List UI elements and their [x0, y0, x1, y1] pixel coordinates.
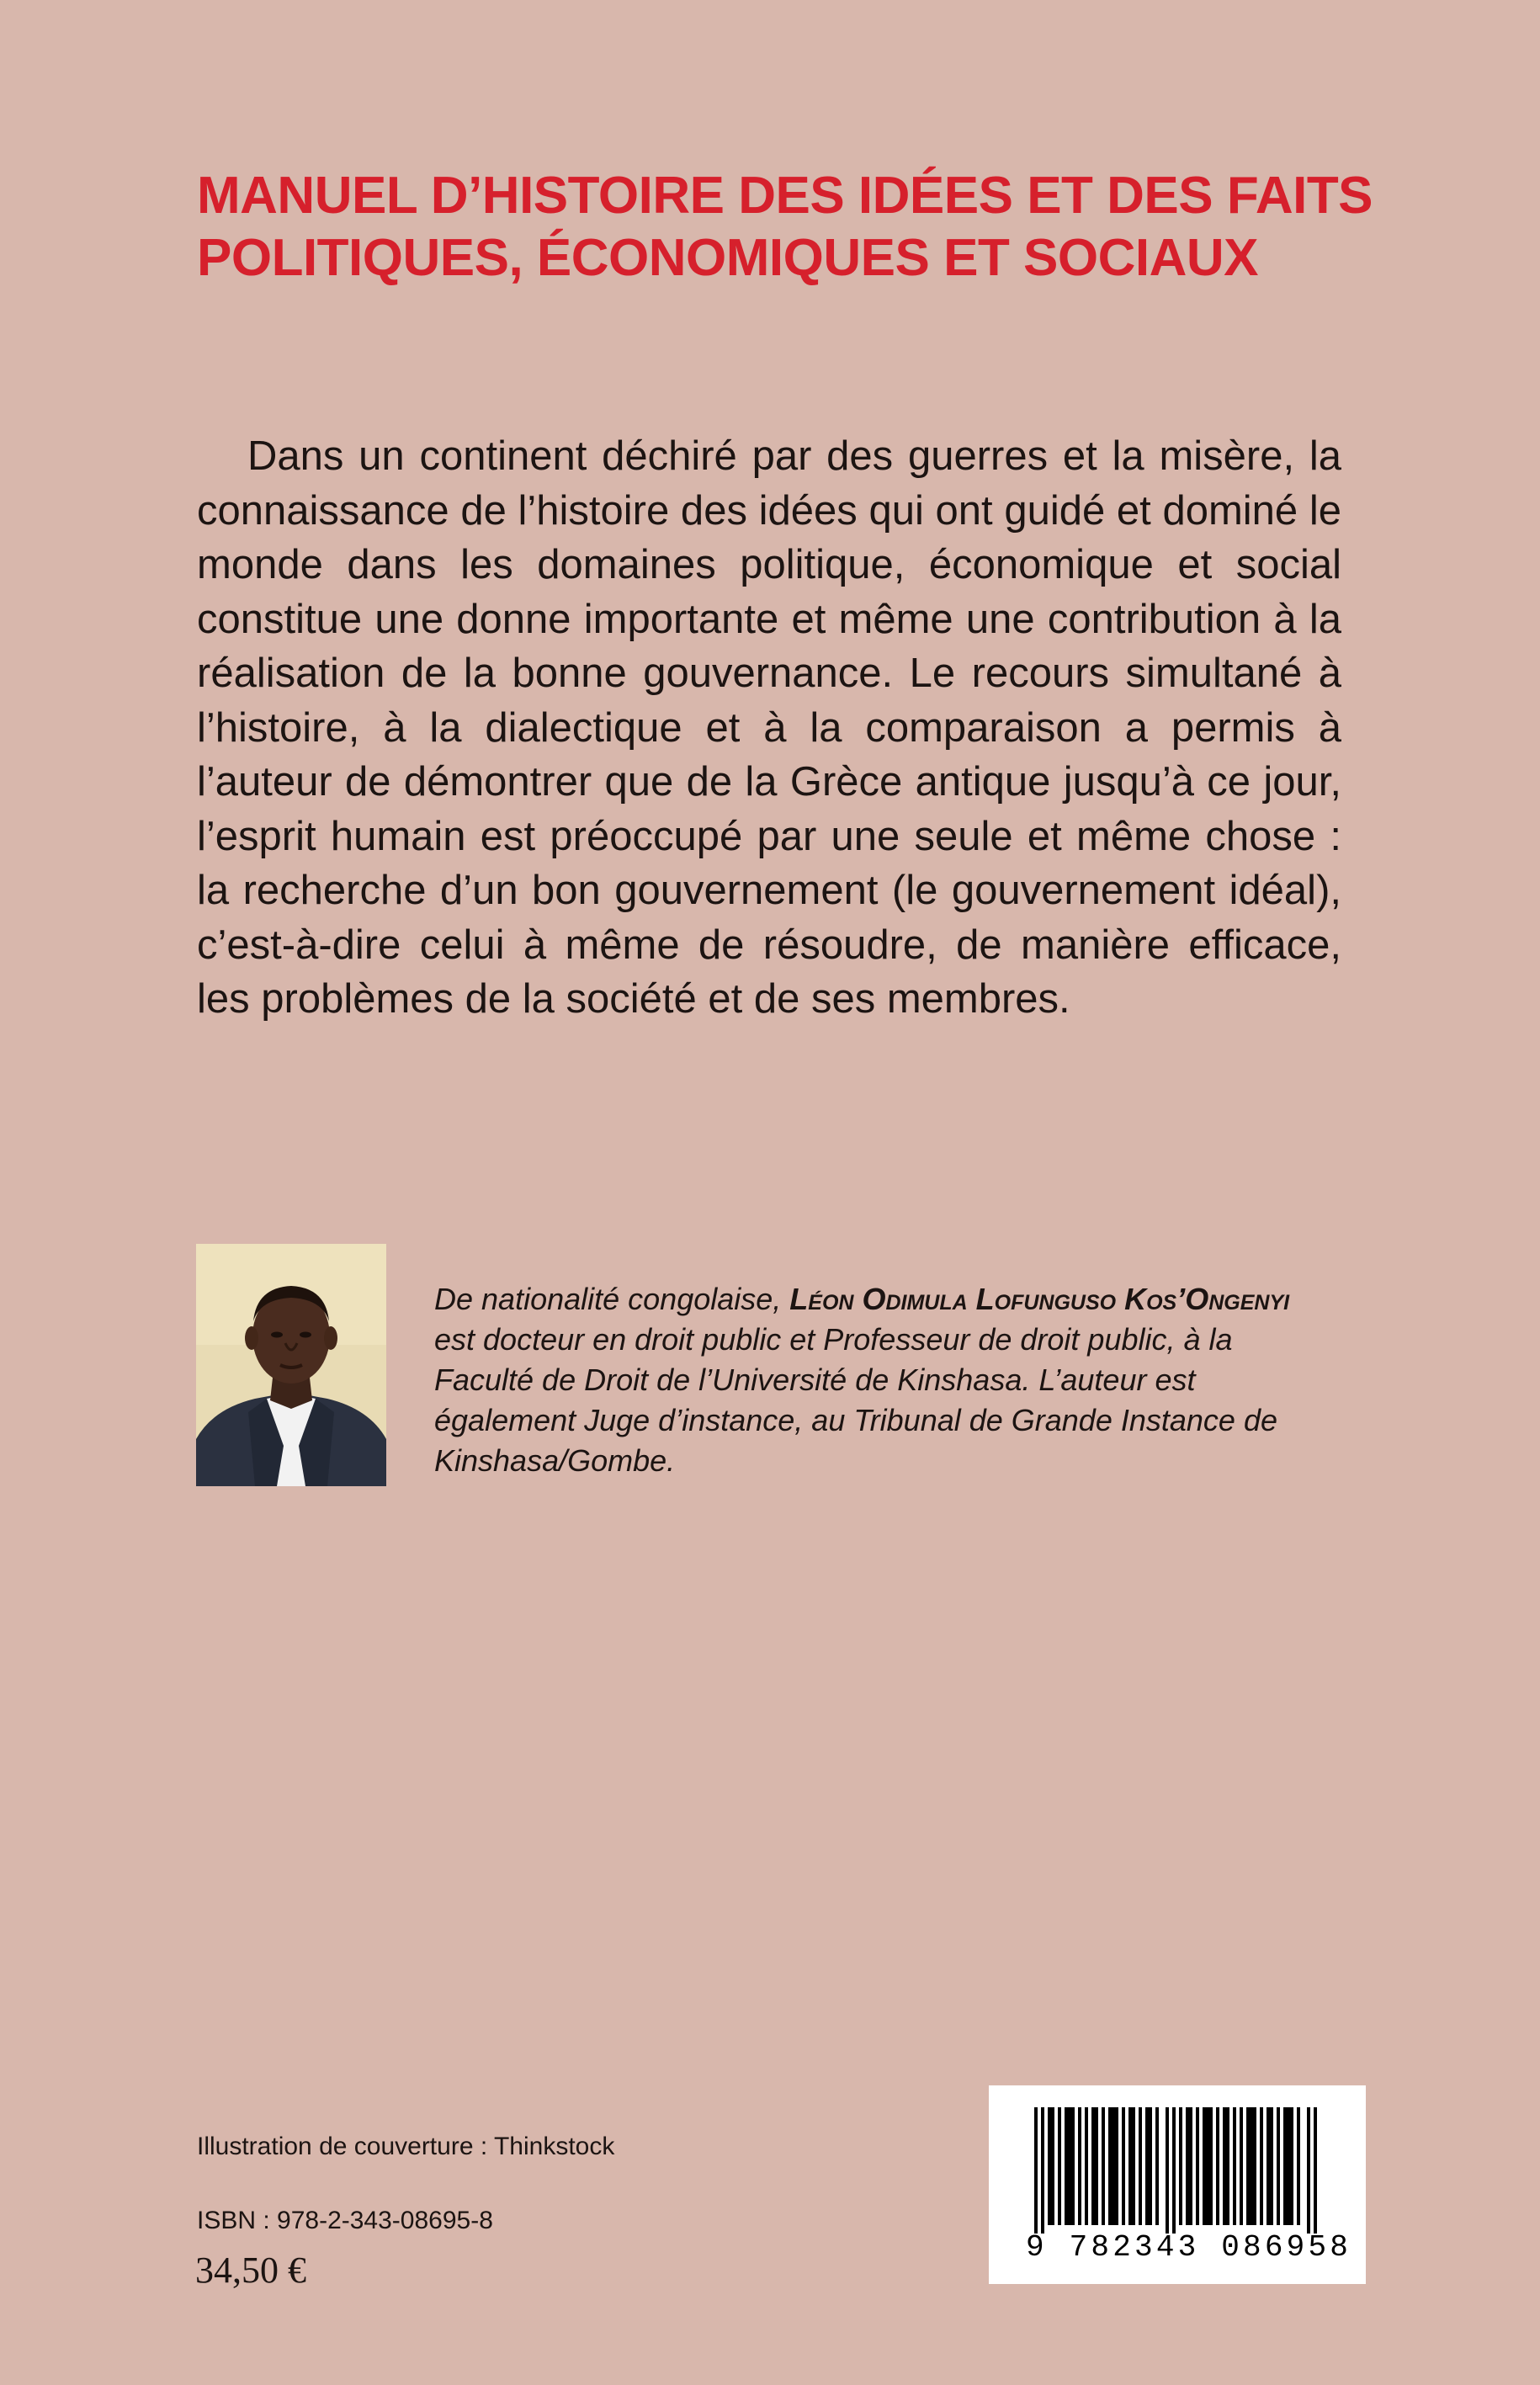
- author-name: Léon Odimula Lofunguso Kos’Ongenyi: [789, 1282, 1290, 1316]
- book-price: 34,50 €: [195, 2250, 306, 2291]
- author-bio-intro: De nationalité congolaise,: [434, 1282, 790, 1316]
- book-title-line-1: MANUEL D’HISTOIRE DES IDÉES ET DES FAITS: [197, 167, 1373, 225]
- barcode: [989, 2085, 1366, 2284]
- author-bio-details: est docteur en droit public et Professeur de droit public, à la Faculté de Droit de l’Université de Kinshasa. L’auteur est également Juge d’instance, au Tribunal de Grande Instance de Kinshasa/Gombe.: [434, 1322, 1277, 1478]
- illustration-credit: Illustration de couverture : Thinkstock: [197, 2133, 615, 2160]
- book-title: [197, 165, 1375, 289]
- isbn-number: ISBN : 978-2-343-08695-8: [197, 2207, 493, 2234]
- back-cover-blurb: Dans un continent déchiré par des guerres et la misère, la connaissance de l’histoire des idées qui ont guidé et dominé le monde dans les domaines politique, économique et social constitue une donne importante et même une contribution à la réalisation de la bonne gouvernance. Le recours simultané à l’histoire, à la dialectique et à la comparaison a permis à l’auteur de démontrer que de la Grèce antique jusqu’à ce jour, l’esprit humain est préoccupé par une seule et même chose : la recherche d’un bon gouvernement (le gouvernement idéal), c’est-à-dire celui à même de résoudre, de manière efficace, les problèmes de la société et de ses membres.: [197, 433, 1341, 1022]
- author-biography: [434, 1279, 1330, 1481]
- barcode-bars: [1034, 2107, 1317, 2234]
- book-title-line-2: POLITIQUES, ÉCONOMIQUES ET SOCIAUX: [197, 229, 1259, 287]
- author-photo: [196, 1244, 386, 1486]
- barcode-digits: 9 782343 086958: [1026, 2230, 1352, 2265]
